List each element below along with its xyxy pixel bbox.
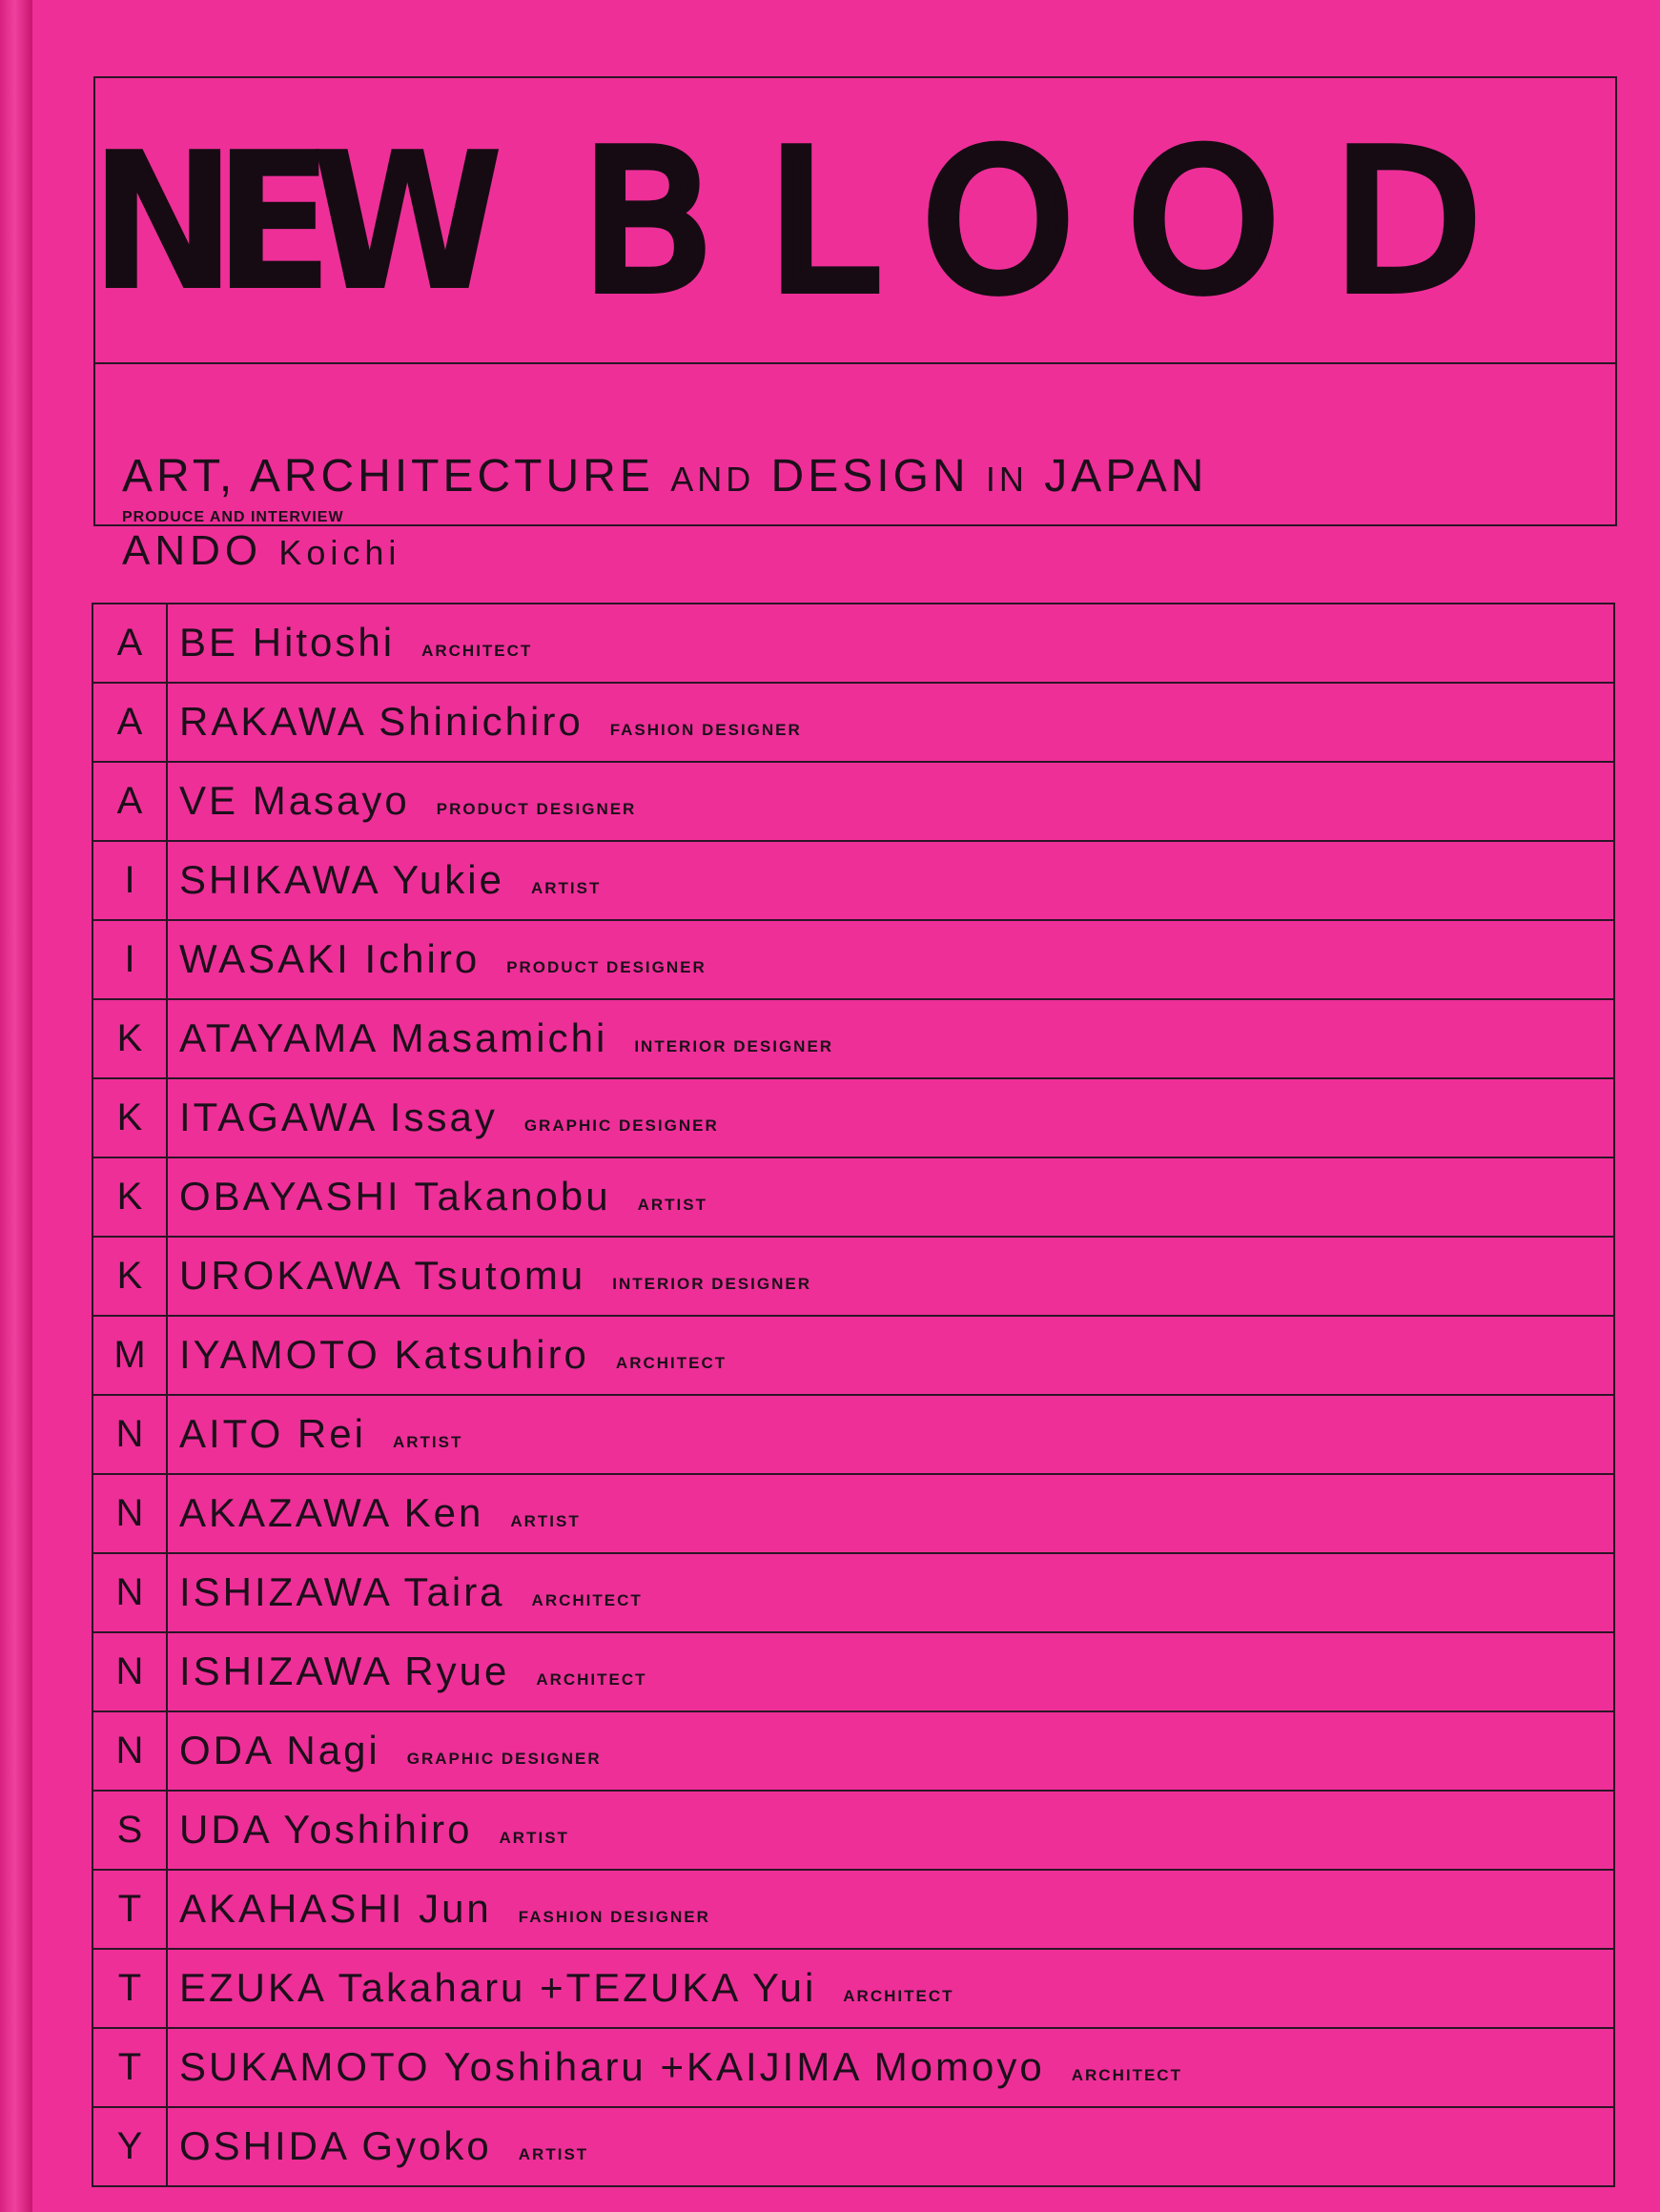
index-row [93,1554,1613,1633]
index-initial: A [93,604,168,682]
subtitle [122,450,1207,506]
entry-given-name: Ichiro [364,936,481,981]
entry-surname: ITAGAWA [179,1095,377,1139]
index-entry [179,2029,1182,2106]
entry-role: ARTIST [392,1433,463,1451]
index-row [93,684,1613,763]
entry-role: INTERIOR DESIGNER [612,1275,811,1293]
index-row [93,1712,1613,1792]
entry-role: FASHION DESIGNER [609,721,802,739]
entry-role: ARTIST [510,1512,581,1530]
entry-surname: ISHIZAWA [179,1569,391,1614]
subtitle-block [122,450,1207,577]
index-initial: K [93,1000,168,1077]
title-row [90,78,1615,364]
index-entry [179,2108,588,2185]
entry-given-name: Takaharu +TEZUKA Yui [338,1965,817,2010]
index-entry [179,842,601,919]
index-entry [179,763,636,840]
index-row [93,1871,1613,1950]
subtitle-part3: JAPAN [1044,451,1208,502]
entry-given-name: Masamichi [390,1015,608,1060]
index-initial: Y [93,2108,168,2185]
entry-surname: RAKAWA [179,699,365,744]
title-box [90,76,1617,574]
index-row [93,604,1613,684]
index-entry [179,1238,811,1315]
entry-given-name: Gyoko [361,2123,492,2168]
entry-role: ARCHITECT [843,1987,954,2005]
entry-role: ARTIST [530,879,602,897]
entry-role: PRODUCT DESIGNER [506,958,707,976]
index-row [93,1475,1613,1554]
entry-given-name: Hitoshi [252,620,396,665]
credit-label: PRODUCE AND INTERVIEW [122,509,344,525]
entry-given-name: Taira [403,1569,505,1614]
title-new: NEW [90,112,482,334]
entry-role: INTERIOR DESIGNER [634,1037,834,1055]
index-entry [179,1712,602,1790]
credit-given: Koichi [278,533,401,572]
index-row [93,1396,1613,1475]
entry-role: ARTIST [499,1829,569,1847]
entry-surname: EZUKA [179,1965,325,2010]
index-row [93,1079,1613,1158]
index-row [93,842,1613,921]
index-entry [179,1396,462,1473]
index-initial: I [93,842,168,919]
subtitle-and: AND [670,460,755,499]
book-title [90,112,1536,334]
index-initial: A [93,763,168,840]
index-initial: K [93,1158,168,1236]
entry-given-name: Katsuhiro [394,1332,589,1377]
index-initial: N [93,1712,168,1790]
index-initial: I [93,921,168,998]
index-row [93,1158,1613,1238]
entry-role: ARCHITECT [1071,2066,1182,2084]
entry-surname: SUKAMOTO [179,2044,431,2089]
entry-surname: OBAYASHI [179,1174,401,1219]
index-entry [179,1158,707,1236]
index-row [93,2029,1613,2108]
index-initial: M [93,1317,168,1394]
index-entry [179,1475,581,1552]
index-entry [179,1554,643,1631]
credit-name [122,527,1207,577]
entry-given-name: Yukie [392,857,504,902]
entry-given-name: Rei [297,1411,366,1456]
entry-given-name: Issay [389,1095,498,1139]
entry-given-name: Ken [403,1490,484,1535]
index-entry [179,1317,727,1394]
entry-role: PRODUCT DESIGNER [436,800,637,818]
subtitle-part1: ART, ARCHITECTURE [122,451,654,502]
index-entry [179,1950,954,2027]
index-row [93,1950,1613,2029]
index-row [93,1633,1613,1712]
index-row [93,1000,1613,1079]
index-entry [179,921,707,998]
artist-index-table [92,603,1615,2187]
index-initial: N [93,1554,168,1631]
credit-surname: ANDO [122,527,263,574]
index-initial: T [93,1871,168,1948]
index-initial: T [93,1950,168,2027]
index-initial: N [93,1396,168,1473]
entry-role: ARCHITECT [536,1670,647,1689]
index-row [93,1792,1613,1871]
entry-role: ARTIST [518,2145,589,2163]
index-initial: T [93,2029,168,2106]
index-row [93,763,1613,842]
entry-given-name: Nagi [286,1728,380,1772]
index-initial: S [93,1792,168,1869]
index-row [93,1238,1613,1317]
entry-surname: VE [179,778,239,823]
index-row [93,1317,1613,1396]
entry-role: GRAPHIC DESIGNER [406,1750,602,1768]
entry-role: ARCHITECT [531,1591,643,1609]
entry-surname: WASAKI [179,936,351,981]
entry-surname: SHIKAWA [179,857,379,902]
entry-surname: BE [179,620,239,665]
entry-given-name: Shinichiro [379,699,584,744]
entry-surname: OSHIDA [179,2123,348,2168]
index-initial: N [93,1633,168,1710]
index-entry [179,1079,719,1157]
entry-role: ARCHITECT [421,642,533,660]
entry-given-name: Ryue [404,1649,510,1693]
book-spine [0,0,32,2212]
index-entry [179,1871,710,1948]
index-entry [179,604,532,682]
index-row [93,921,1613,1000]
index-entry [179,1633,647,1710]
entry-role: GRAPHIC DESIGNER [523,1116,719,1135]
entry-role: ARTIST [637,1196,707,1214]
index-entry [179,684,802,761]
entry-role: ARCHITECT [615,1354,728,1372]
entry-surname: AKAZAWA [179,1490,390,1535]
index-initial: A [93,684,168,761]
entry-surname: UROKAWA [179,1253,401,1298]
entry-surname: ODA [179,1728,273,1772]
entry-given-name: Yoshihiro [283,1807,473,1852]
entry-given-name: Yoshiharu +KAIJIMA Momoyo [443,2044,1045,2089]
index-entry [179,1000,833,1077]
entry-given-name: Masayo [252,778,410,823]
index-entry [179,1792,569,1869]
index-row [93,2108,1613,2187]
entry-role: FASHION DESIGNER [518,1908,710,1926]
entry-surname: ISHIZAWA [179,1649,391,1693]
title-blood: BLOOD [582,112,1536,334]
entry-surname: UDA [179,1807,271,1852]
index-initial: N [93,1475,168,1552]
entry-surname: ATAYAMA [179,1015,377,1060]
entry-surname: IYAMOTO [179,1332,380,1377]
subtitle-in: IN [985,460,1028,499]
entry-surname: AITO [179,1411,284,1456]
entry-surname: AKAHASHI [179,1886,405,1931]
entry-given-name: Jun [419,1886,492,1931]
subtitle-part2: DESIGN [770,451,970,502]
entry-given-name: Takanobu [414,1174,611,1219]
entry-given-name: Tsutomu [414,1253,586,1298]
index-initial: K [93,1079,168,1157]
index-initial: K [93,1238,168,1315]
